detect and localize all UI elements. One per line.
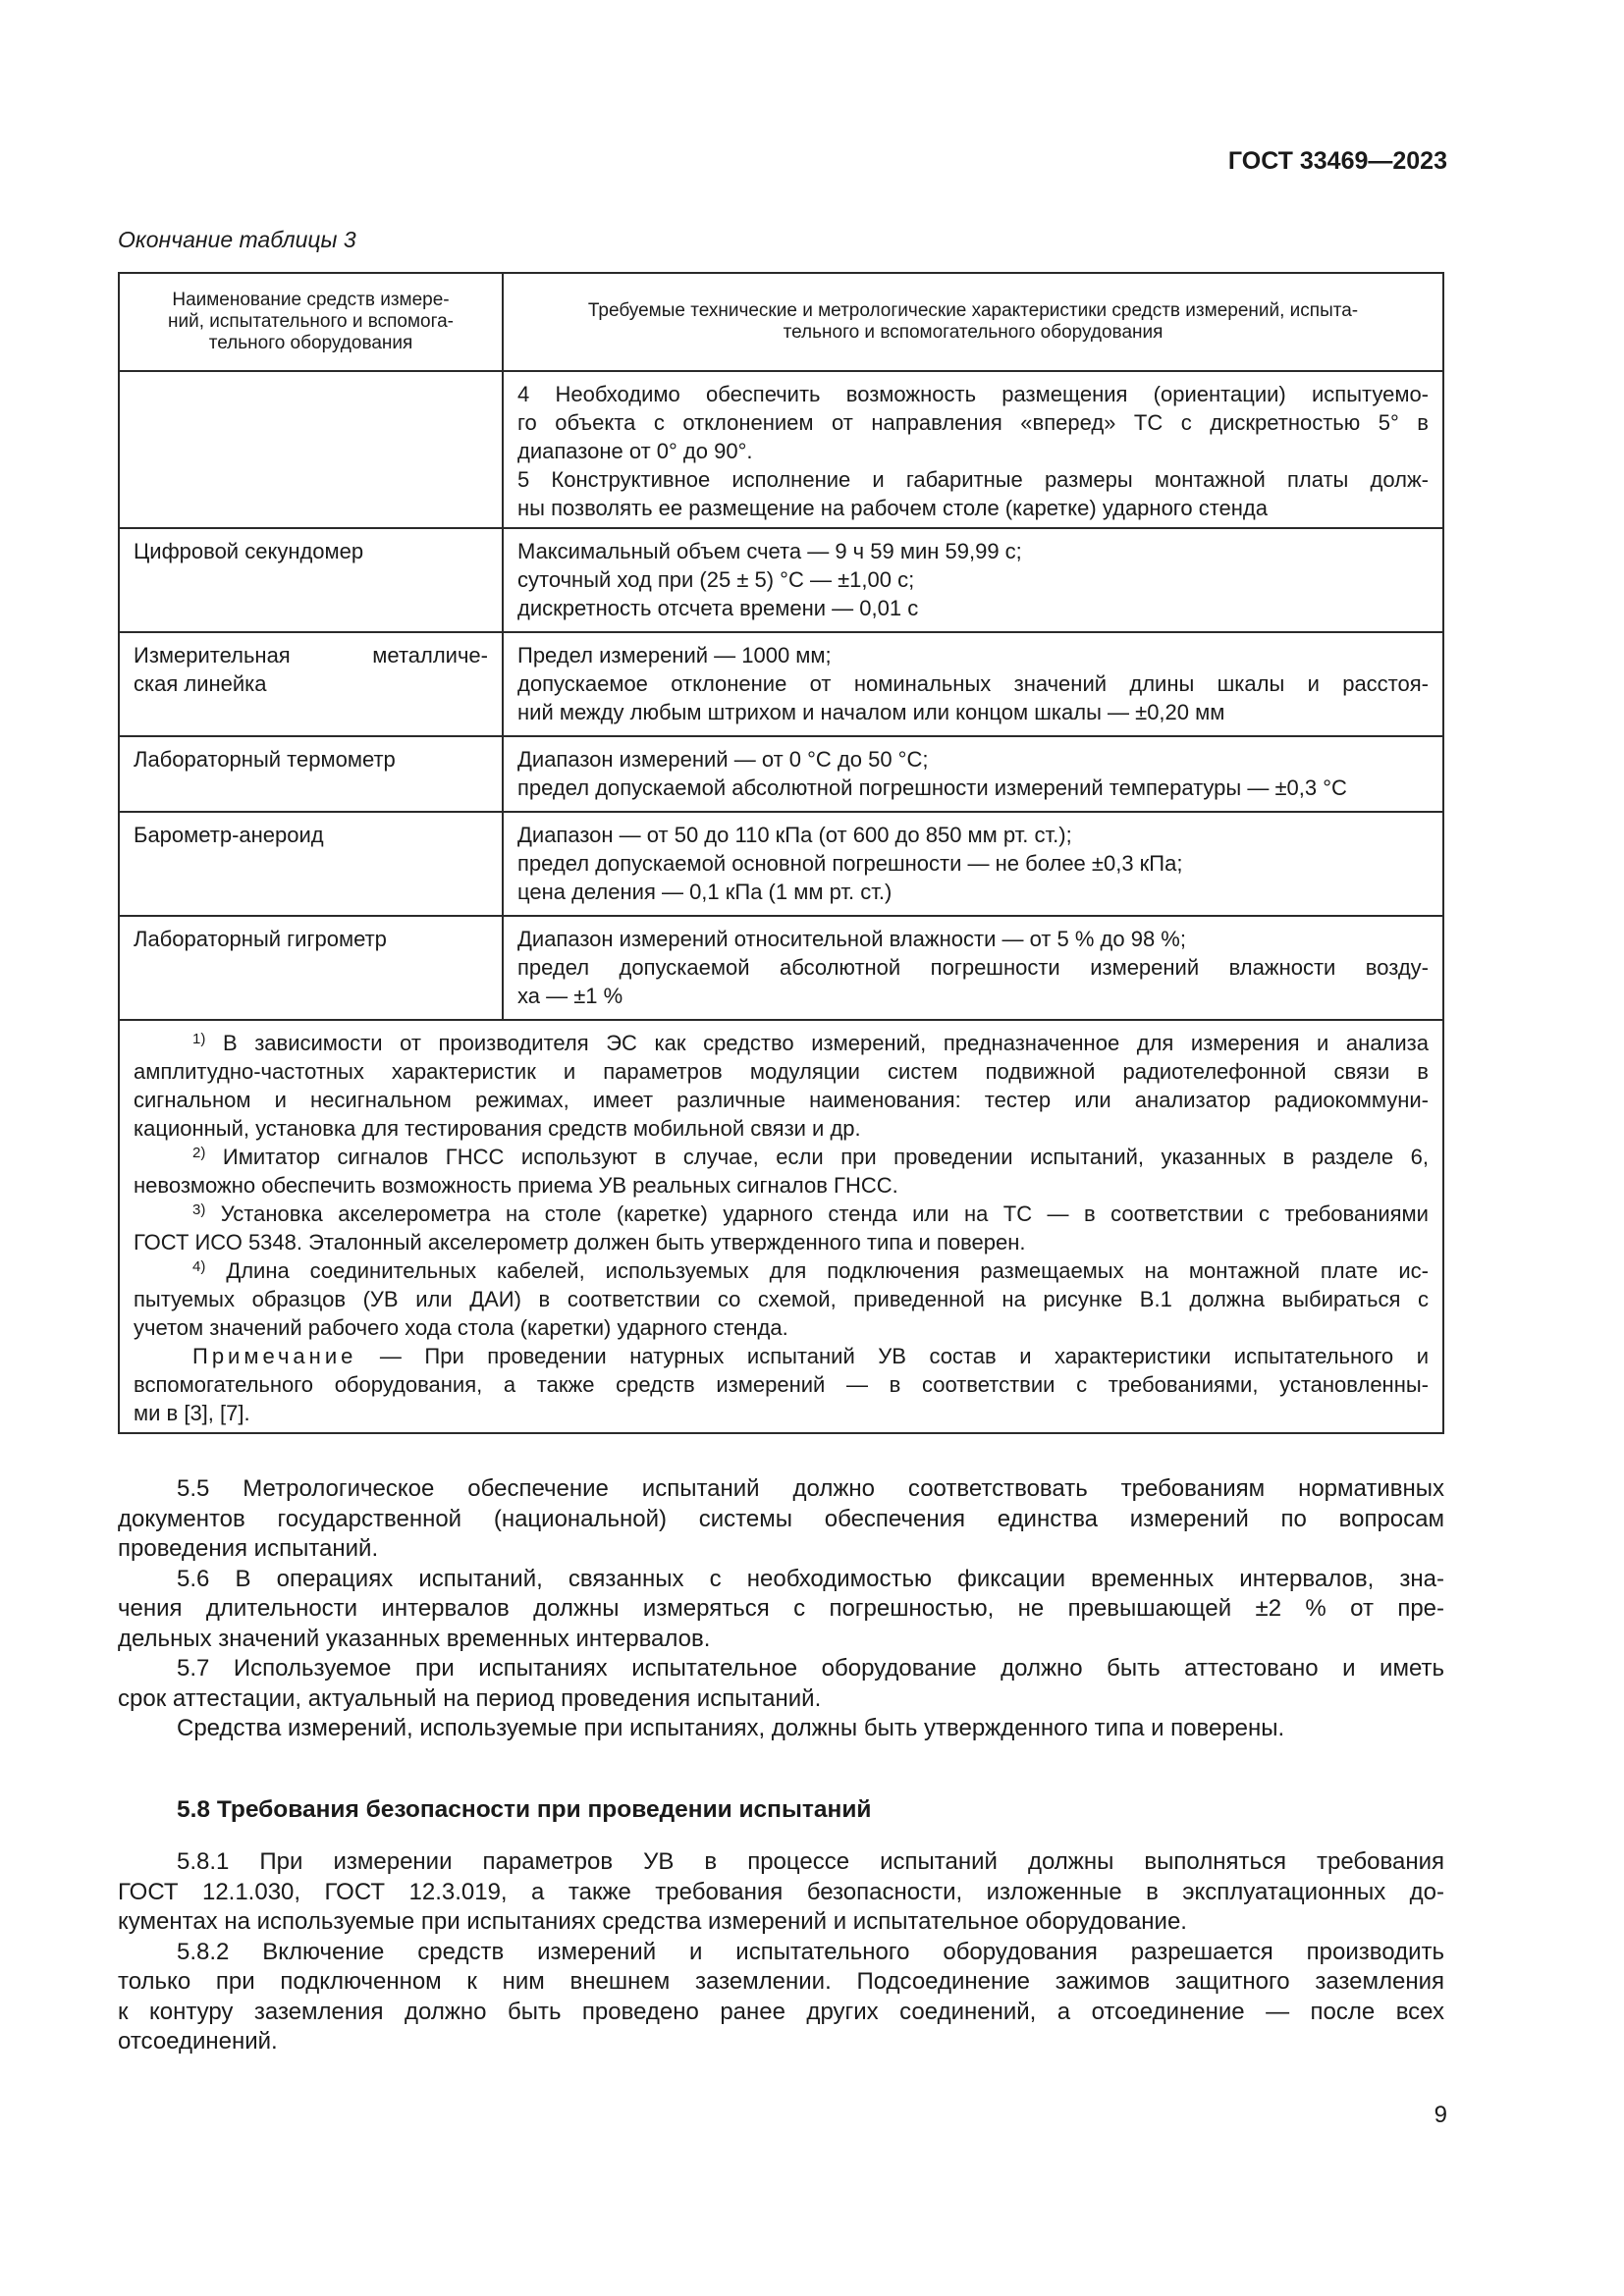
table-row (119, 736, 1443, 812)
paragraph-5-8-1: 5.8.1 При измерении параметров УВ в процессе испытаний должны выполняться требования ГОСТ 12.1.030, ГОСТ 12.3.019, а также требования безопасности, изложенные в эксплуатационных до- кументах на используемые при испытаниях средства измерений и испытательное оборудование. (118, 1848, 1444, 1935)
cell-characteristics: Диапазон измерений — от 0 °С до 50 °С; предел допускаемой абсолютной погрешности измерений температуры — ±0,3 °С (503, 736, 1443, 812)
footnote-mark: 1) (192, 1031, 206, 1047)
cell-characteristics: 4 Необходимо обеспечить возможность размещения (ориентации) испытуемо- го объекта с отклонением от направления «вперед» ТС с дискретностью 5° в диапазоне от 0° до 90°. 5 Конструктивное исполнение и габаритные размеры монтажной платы долж- ны позволять ее размещение на рабочем столе (каретке) ударного стенда (503, 371, 1443, 528)
cell-equipment-name: Лабораторный гигрометр (119, 916, 503, 1020)
note-label: Примечание (192, 1344, 357, 1368)
cell-equipment-name: Барометр-анероид (119, 812, 503, 916)
footnote-3: $^{3)}$ Установка акселерометра на столе (каретке) ударного стенда или на ТС — в соответствии с требованиями ГОСТ ИСО 5348. Эталонный акселерометр должен быть утвержденного типа и поверен. (134, 1201, 1429, 1255)
cell-characteristics: Максимальный объем счета — 9 ч 59 мин 59,99 с; суточный ход при (25 ± 5) °С — ±1,00 с; дискретность отсчета времени — 0,01 с (503, 528, 1443, 632)
paragraph-5-7: 5.7 Используемое при испытаниях испытательное оборудование должно быть аттестовано и иметь срок аттестации, актуальный на период проведения испытаний. (118, 1655, 1444, 1712)
table-footnotes-row (119, 1020, 1443, 1433)
paragraph-5-7-cont: Средства измерений, используемые при испытаниях, должны быть утвержденного типа и поверены. (177, 1715, 1285, 1741)
footnote-mark: 2) (192, 1145, 206, 1161)
cell-equipment-name (119, 371, 503, 528)
footnote-2: $^{2)}$ Имитатор сигналов ГНСС используют в случае, если при проведении испытаний, указанных в разделе 6, невозможно обеспечить возможность приема УВ реальных сигналов ГНСС. (134, 1145, 1429, 1198)
table-row (119, 812, 1443, 916)
footnotes-cell (119, 1020, 1443, 1433)
footnote-4: $^{4)}$ Длина соединительных кабелей, используемых для подключения размещаемых на монтажной плате ис- пытуемых образцов (УВ или ДАИ) в соответствии со схемой, приведенной на рисунке В.1 должна выбираться с учетом значений рабочего хода стола (каретки) ударного стенда. (134, 1258, 1429, 1340)
table-row (119, 916, 1443, 1020)
paragraph-5-5: 5.5 Метрологическое обеспечение испытаний должно соответствовать требованиям нормативных документов государственной (национальной) системы обеспечения единства измерений по вопросам проведения испытаний. (118, 1475, 1444, 1562)
body-section-5-5-to-5-7 (118, 1474, 1444, 1744)
footnote-1: $^{1)}$ В зависимости от производителя ЭС как средство измерений, предназначенное для измерения и анализа амплитудно-частотных характеристик и параметров модуляции систем подвижной радиотелефонной связи в сигнальном и несигнальном режимах, имеет различные наименования: тестер или анализатор радиокоммуни- кационный, установка для тестирования средств мобильной связи и др. (134, 1031, 1429, 1141)
header-equipment-name: Наименование средств измере- ний, испытательного и вспомога- тельного оборудования (119, 273, 503, 371)
cell-characteristics: Диапазон — от 50 до 110 кПа (от 600 до 850 мм рт. ст.); предел допускаемой основной погрешности — не более ±0,3 кПа; цена деления — 0,1 кПа (1 мм рт. ст.) (503, 812, 1443, 916)
table-row (119, 632, 1443, 736)
table-note: Примечание — При проведении натурных испытаний УВ состав и характеристики испытательного и вспомогательного оборудования, а также средств измерений — в соответствии с требованиями, установленны- ми в [3], [7]. (134, 1344, 1429, 1425)
cell-equipment-name: Цифровой секундомер (119, 528, 503, 632)
equipment-table (118, 272, 1444, 1434)
cell-equipment-name: Лабораторный термометр (119, 736, 503, 812)
section-heading-5-8: 5.8 Требования безопасности при проведении испытаний (177, 1796, 872, 1823)
paragraph-5-8-2: 5.8.2 Включение средств измерений и испытательного оборудования разрешается производить только при подключенном к ним внешнем заземлении. Подсоединение зажимов защитного заземления к контуру заземления должно быть проведено ранее других соединений, а отсоединение — после всех отсоединений. (118, 1938, 1444, 2055)
paragraph-5-6: 5.6 В операциях испытаний, связанных с необходимостью фиксации временных интервалов, зна- чения длительности интервалов должны измеряться с погрешностью, не превышающей ±2 % от пре- дельных значений указанных временных интервалов. (118, 1565, 1444, 1652)
footnote-mark: 3) (192, 1201, 206, 1218)
page-number: 9 (1434, 2102, 1447, 2128)
table-header-row (119, 273, 1443, 371)
cell-characteristics: Предел измерений — 1000 мм; допускаемое отклонение от номинальных значений длины шкалы и расстоя- ний между любым штрихом и началом или концом шкалы — ±0,20 мм (503, 632, 1443, 736)
standard-designation: ГОСТ 33469—2023 (1227, 147, 1447, 175)
cell-equipment-name: Измерительная металличе- ская линейка (119, 632, 503, 736)
body-section-5-8 (118, 1847, 1444, 2057)
header-characteristics: Требуемые технические и метрологические характеристики средств измерений, испыта- тельного и вспомогательного оборудования (503, 273, 1443, 371)
table-row (119, 528, 1443, 632)
footnote-mark: 4) (192, 1258, 206, 1275)
cell-characteristics: Диапазон измерений относительной влажности — от 5 % до 98 %; предел допускаемой абсолютной погрешности измерений влажности возду- ха — ±1 % (503, 916, 1443, 1020)
table-caption: Окончание таблицы 3 (118, 227, 356, 252)
table-row (119, 371, 1443, 528)
